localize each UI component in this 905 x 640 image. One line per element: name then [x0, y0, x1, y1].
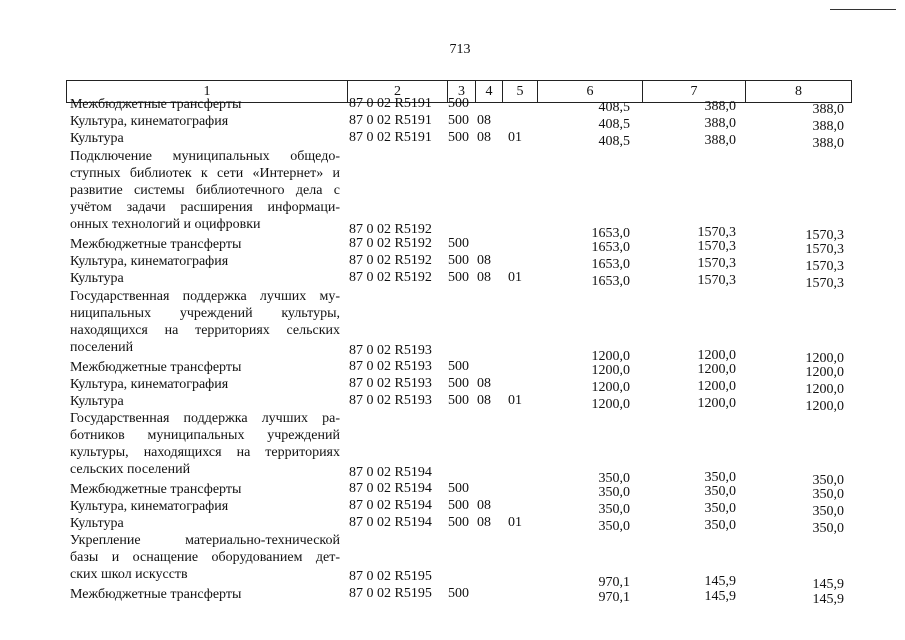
description-line: онных технологий и оцифровки: [70, 217, 261, 232]
table-row: [0, 586, 905, 607]
row-value-7: 1570,3: [697, 225, 736, 240]
table-row: [0, 96, 905, 117]
header-col-3: 3: [448, 81, 476, 102]
row-value-8: 1570,3: [805, 276, 844, 291]
row-code: 87 0 02 R5195: [349, 586, 432, 601]
row-col-3: 500: [448, 236, 469, 251]
table-row: [0, 113, 905, 134]
row-value-8: 350,0: [812, 504, 844, 519]
row-value-7: 1570,3: [697, 239, 736, 254]
description-line: Государственная поддержка лучших ра-: [70, 411, 340, 426]
row-name: Культура: [70, 131, 124, 146]
row-col-4: 08: [477, 498, 491, 513]
table-row: [0, 130, 905, 151]
row-code: 87 0 02 R5194: [349, 481, 432, 496]
row-value-8: 350,0: [812, 473, 844, 488]
description-line: ступных библиотек к сети «Интернет» и: [70, 166, 340, 181]
row-value-6: 970,1: [598, 575, 630, 590]
row-value-8: 1200,0: [805, 382, 844, 397]
row-value-7: 350,0: [704, 501, 736, 516]
header-col-5: 5: [503, 81, 538, 102]
description-line: находящихся на территориях сельских: [70, 323, 340, 338]
row-value-7: 1200,0: [697, 348, 736, 363]
row-value-6: 1200,0: [591, 349, 630, 364]
description-line: культуры, находящихся на территориях: [70, 445, 340, 460]
page-number: 713: [449, 42, 471, 57]
row-value-7: 350,0: [704, 470, 736, 485]
description-line: ниципальных учреждений культуры,: [70, 306, 340, 321]
row-col-3: 500: [448, 130, 469, 145]
table-row: [0, 515, 905, 536]
description-line: Укрепление материально-технической: [70, 533, 340, 548]
top-rule: [830, 9, 896, 10]
row-name: Межбюджетные трансферты: [70, 237, 242, 252]
row-code: 87 0 02 R5194: [349, 465, 432, 480]
description-line: сельских поселений: [70, 462, 191, 477]
row-col-3: 500: [448, 393, 469, 408]
row-code: 87 0 02 R5192: [349, 270, 432, 285]
row-value-7: 145,9: [704, 589, 736, 604]
row-value-8: 1200,0: [805, 399, 844, 414]
row-value-7: 388,0: [704, 133, 736, 148]
row-name: Межбюджетные трансферты: [70, 482, 242, 497]
table-row: [0, 359, 905, 380]
row-name: Культура: [70, 394, 124, 409]
row-value-8: 145,9: [812, 577, 844, 592]
row-value-6: 970,1: [598, 590, 630, 605]
description-line: Подключение муниципальных общедо-: [70, 149, 340, 164]
row-value-8: 1200,0: [805, 351, 844, 366]
table-row: [0, 253, 905, 274]
row-name: Культура, кинематография: [70, 254, 229, 269]
row-value-8: 1570,3: [805, 259, 844, 274]
row-name: Межбюджетные трансферты: [70, 587, 242, 602]
row-value-8: 350,0: [812, 487, 844, 502]
row-code: 87 0 02 R5194: [349, 498, 432, 513]
row-col-3: 500: [448, 113, 469, 128]
row-col-3: 500: [448, 270, 469, 285]
table-row: [0, 481, 905, 502]
description-line: ских школ искусств: [70, 567, 188, 582]
row-col-4: 08: [477, 393, 491, 408]
row-name: Межбюджетные трансферты: [70, 360, 242, 375]
header-col-8: 8: [795, 84, 802, 99]
row-name: Культура, кинематография: [70, 377, 229, 392]
header-col-2: 2: [348, 81, 448, 102]
row-value-7: 388,0: [704, 99, 736, 114]
row-code: 87 0 02 R5192: [349, 222, 432, 237]
row-value-8: 1200,0: [805, 365, 844, 380]
row-value-8: 145,9: [812, 592, 844, 607]
row-value-6: 1200,0: [591, 363, 630, 378]
row-col-4: 08: [477, 113, 491, 128]
row-value-7: 1570,3: [697, 256, 736, 271]
row-name: Культура: [70, 271, 124, 286]
row-value-6: 408,5: [598, 134, 630, 149]
row-code: 87 0 02 R5194: [349, 515, 432, 530]
description-line: Государственная поддержка лучших му-: [70, 289, 340, 304]
row-code: 87 0 02 R5191: [349, 113, 432, 128]
row-code: 87 0 02 R5195: [349, 569, 432, 584]
row-description: [70, 148, 340, 233]
description-line: учётом задачи расширения информаци-: [70, 200, 340, 215]
row-code: 87 0 02 R5192: [349, 253, 432, 268]
row-value-6: 1653,0: [591, 226, 630, 241]
row-col-5: 01: [508, 270, 522, 285]
row-code: 87 0 02 R5193: [349, 393, 432, 408]
row-value-8: 1570,3: [805, 242, 844, 257]
table-row: [0, 498, 905, 519]
table-row: [0, 376, 905, 397]
row-value-8: 388,0: [812, 119, 844, 134]
row-name: Культура, кинематография: [70, 114, 229, 129]
row-value-7: 350,0: [704, 518, 736, 533]
row-value-6: 350,0: [598, 502, 630, 517]
row-col-3: 500: [448, 515, 469, 530]
row-col-5: 01: [508, 515, 522, 530]
row-value-6: 408,5: [598, 117, 630, 132]
description-line: развитие системы библиотечного дела с: [70, 183, 340, 198]
row-value-8: 350,0: [812, 521, 844, 536]
row-value-7: 388,0: [704, 116, 736, 131]
row-col-4: 08: [477, 130, 491, 145]
row-code: 87 0 02 R5193: [349, 376, 432, 391]
description-line: ботников муниципальных учреждений: [70, 428, 340, 443]
row-col-3: 500: [448, 253, 469, 268]
table-row: [0, 393, 905, 414]
row-code: 87 0 02 R5192: [349, 236, 432, 251]
row-value-7: 1200,0: [697, 379, 736, 394]
row-code: 87 0 02 R5191: [349, 96, 432, 111]
row-col-3: 500: [448, 376, 469, 391]
header-col-4: 4: [476, 81, 503, 102]
row-col-4: 08: [477, 270, 491, 285]
row-value-6: 1653,0: [591, 274, 630, 289]
row-value-6: 1653,0: [591, 257, 630, 272]
description-line: поселений: [70, 340, 134, 355]
description-line: базы и оснащение оборудованием дет-: [70, 550, 340, 565]
row-name: Культура, кинематография: [70, 499, 229, 514]
row-value-8: 388,0: [812, 102, 844, 117]
row-value-6: 1653,0: [591, 240, 630, 255]
row-value-6: 350,0: [598, 485, 630, 500]
row-value-7: 1200,0: [697, 362, 736, 377]
header-col-1: 1: [67, 81, 348, 102]
row-value-7: 1570,3: [697, 273, 736, 288]
row-col-3: 500: [448, 359, 469, 374]
row-value-6: 350,0: [598, 471, 630, 486]
table-row: [0, 270, 905, 291]
row-col-4: 08: [477, 376, 491, 391]
row-value-6: 350,0: [598, 519, 630, 534]
row-col-3: 500: [448, 498, 469, 513]
row-code: 87 0 02 R5191: [349, 130, 432, 145]
row-col-4: 08: [477, 515, 491, 530]
row-code: 87 0 02 R5193: [349, 343, 432, 358]
row-col-3: 500: [448, 96, 469, 111]
row-col-5: 01: [508, 130, 522, 145]
row-code: 87 0 02 R5193: [349, 359, 432, 374]
row-value-8: 1570,3: [805, 228, 844, 243]
table-row: [0, 236, 905, 257]
row-name: Межбюджетные трансферты: [70, 97, 242, 112]
row-value-6: 1200,0: [591, 397, 630, 412]
header-col-6: 6: [538, 81, 643, 102]
row-col-3: 500: [448, 586, 469, 601]
row-value-6: 1200,0: [591, 380, 630, 395]
row-col-3: 500: [448, 481, 469, 496]
row-value-7: 350,0: [704, 484, 736, 499]
row-col-4: 08: [477, 253, 491, 268]
table-row: [0, 569, 905, 592]
row-value-8: 388,0: [812, 136, 844, 151]
row-col-5: 01: [508, 393, 522, 408]
row-value-6: 408,5: [598, 100, 630, 115]
row-name: Культура: [70, 516, 124, 531]
row-value-7: 145,9: [704, 574, 736, 589]
row-value-7: 1200,0: [697, 396, 736, 411]
header-col-7: 7: [643, 81, 746, 102]
